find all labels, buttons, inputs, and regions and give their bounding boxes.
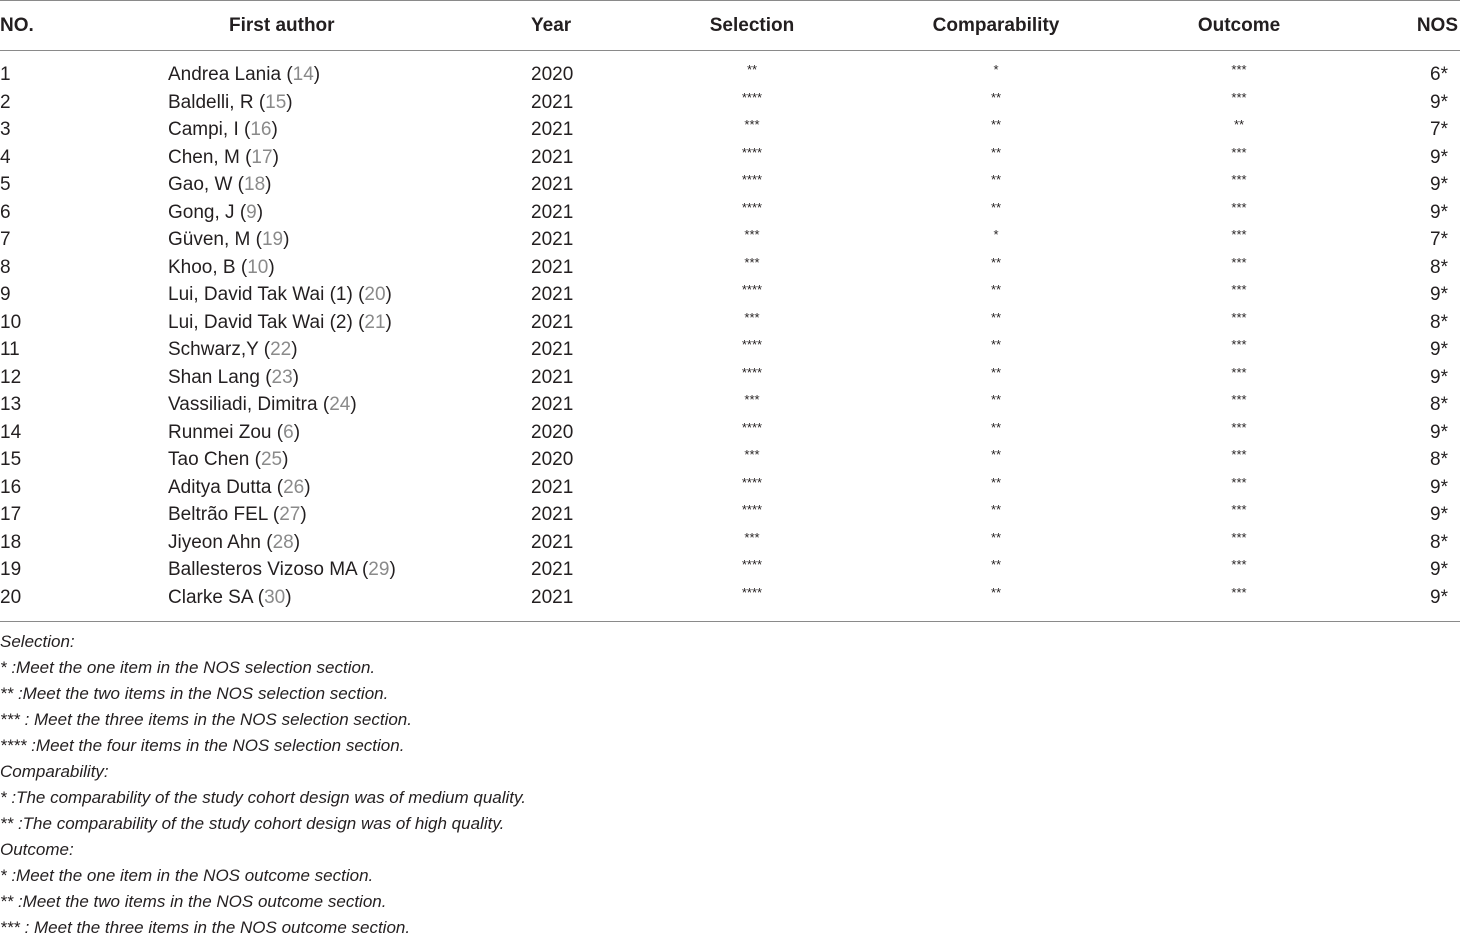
cell-nos: 9* xyxy=(1430,366,1448,388)
cell-comparability: ** xyxy=(990,557,1002,572)
cell-no: 8 xyxy=(0,256,11,278)
cell-no: 19 xyxy=(0,559,22,580)
table-row xyxy=(0,421,1460,448)
reference-link[interactable]: 24 xyxy=(329,394,351,415)
cell-comparability: ** xyxy=(990,529,1002,545)
cell-selection: *** xyxy=(744,227,760,242)
table-row xyxy=(0,558,1460,585)
header-comparability: Comparability xyxy=(932,15,1060,36)
cell-nos: 9* xyxy=(1430,586,1448,608)
cell-comparability: ** xyxy=(990,364,1002,380)
reference-link[interactable]: 19 xyxy=(261,229,284,250)
cell-selection: **** xyxy=(741,419,763,435)
footnote-line: Comparability: xyxy=(0,762,109,781)
cell-comparability: ** xyxy=(990,282,1002,297)
cell-selection: **** xyxy=(741,199,763,215)
cell-year: 2021 xyxy=(531,119,574,140)
cell-outcome: *** xyxy=(1231,89,1247,105)
footnote-line: * :Meet the one item in the NOS selection section. xyxy=(0,658,376,677)
table-row xyxy=(0,448,1460,475)
cell-year: 2020 xyxy=(531,64,574,85)
cell-first-author: Lui, David Tak Wai (2) (21) xyxy=(168,311,392,333)
table-row xyxy=(0,311,1460,338)
cell-nos: 9* xyxy=(1430,174,1448,195)
author-name: Lui, David Tak Wai (2) xyxy=(168,311,353,333)
cell-comparability: ** xyxy=(990,117,1002,132)
cell-outcome: ** xyxy=(1233,117,1245,132)
cell-selection: **** xyxy=(741,474,763,490)
cell-no: 4 xyxy=(0,146,11,168)
table-row xyxy=(0,393,1460,420)
cell-selection: *** xyxy=(744,392,760,407)
cell-outcome: *** xyxy=(1231,282,1247,297)
reference-link[interactable]: 22 xyxy=(270,339,292,360)
cell-comparability: ** xyxy=(990,254,1002,270)
cell-outcome: *** xyxy=(1231,144,1247,160)
footnote-line: ** :Meet the two items in the NOS outcome section. xyxy=(0,892,387,911)
cell-year: 2021 xyxy=(531,586,574,608)
cell-selection: *** xyxy=(744,254,760,270)
cell-comparability: ** xyxy=(990,172,1002,187)
cell-nos: 9* xyxy=(1430,284,1448,305)
cell-comparability: ** xyxy=(990,392,1002,407)
author-name: Ballesteros Vizoso MA xyxy=(168,559,357,580)
cell-outcome: *** xyxy=(1231,62,1247,77)
table-row xyxy=(0,118,1460,145)
cell-comparability: ** xyxy=(990,199,1002,215)
reference-link[interactable]: 14 xyxy=(292,64,314,85)
cell-first-author: Güven, M (19) xyxy=(168,229,290,250)
cell-selection: **** xyxy=(741,557,763,572)
cell-no: 18 xyxy=(0,531,22,553)
cell-first-author: Khoo, B (10) xyxy=(168,256,275,278)
cell-year: 2021 xyxy=(531,339,574,360)
cell-first-author: Schwarz,Y (22) xyxy=(168,339,298,360)
cell-outcome: *** xyxy=(1231,199,1247,215)
cell-no: 3 xyxy=(0,119,11,140)
footnote-line: ** :The comparability of the study cohort design was of high quality. xyxy=(0,814,505,833)
reference-link[interactable]: 28 xyxy=(272,531,294,553)
cell-year: 2021 xyxy=(531,366,574,388)
footnote-line: *** : Meet the three items in the NOS outcome section. xyxy=(0,918,411,937)
cell-first-author: Jiyeon Ahn (28) xyxy=(168,531,301,553)
cell-first-author: Aditya Dutta (26) xyxy=(168,476,311,498)
footnote-line: **** :Meet the four items in the NOS selection section. xyxy=(0,736,405,755)
author-name: Lui, David Tak Wai (1) xyxy=(168,284,353,305)
footnote-line: * :Meet the one item in the NOS outcome section. xyxy=(0,866,374,885)
cell-selection: **** xyxy=(741,337,763,352)
table-row xyxy=(0,503,1460,530)
cell-nos: 7* xyxy=(1430,229,1448,250)
author-name: Chen, M xyxy=(168,146,240,168)
table-row xyxy=(0,146,1460,173)
cell-year: 2021 xyxy=(531,394,574,415)
author-name: Campi, I xyxy=(168,119,239,140)
cell-selection: **** xyxy=(741,282,763,297)
author-name: Shan Lang xyxy=(168,366,260,388)
author-name: Gong, J xyxy=(168,201,235,223)
cell-comparability: ** xyxy=(990,337,1002,352)
cell-outcome: *** xyxy=(1231,474,1247,490)
cell-year: 2021 xyxy=(531,531,574,553)
cell-outcome: *** xyxy=(1231,447,1247,462)
header-nos: NOS xyxy=(1416,15,1458,36)
cell-year: 2021 xyxy=(531,201,574,223)
reference-link[interactable]: 26 xyxy=(283,476,305,498)
cell-year: 2021 xyxy=(531,559,574,580)
cell-year: 2020 xyxy=(531,449,574,470)
cell-outcome: *** xyxy=(1231,227,1247,242)
cell-outcome: *** xyxy=(1231,254,1247,270)
author-name: Vassiliadi, Dimitra xyxy=(168,394,318,415)
cell-no: 10 xyxy=(0,311,22,333)
table-row xyxy=(0,173,1460,200)
cell-no: 11 xyxy=(0,339,20,360)
reference-link[interactable]: 25 xyxy=(260,449,283,470)
table-row xyxy=(0,338,1460,365)
cell-nos: 8* xyxy=(1430,394,1448,415)
reference-link[interactable]: 16 xyxy=(250,119,272,140)
cell-first-author: Gao, W (18) xyxy=(168,174,272,195)
cell-outcome: *** xyxy=(1231,364,1247,380)
cell-nos: 6* xyxy=(1430,64,1448,85)
author-name: Runmei Zou xyxy=(168,421,272,443)
cell-outcome: *** xyxy=(1231,309,1247,325)
cell-selection: **** xyxy=(741,144,763,160)
reference-link[interactable]: 20 xyxy=(364,284,386,305)
cell-comparability: ** xyxy=(990,419,1002,435)
cell-comparability: * xyxy=(993,227,999,242)
reference-link[interactable]: 15 xyxy=(265,91,287,113)
cell-selection: **** xyxy=(741,502,763,517)
table-row xyxy=(0,91,1460,118)
cell-no: 7 xyxy=(0,229,11,250)
cell-year: 2021 xyxy=(531,256,574,278)
cell-outcome: *** xyxy=(1231,392,1247,407)
footnote-line: ** :Meet the two items in the NOS selection section. xyxy=(0,684,389,703)
cell-no: 15 xyxy=(0,449,22,470)
reference-link[interactable]: 6 xyxy=(283,421,294,443)
cell-selection: ** xyxy=(746,62,758,77)
footnote-line: * :The comparability of the study cohort design was of medium quality. xyxy=(0,788,526,807)
footnote-line: Outcome: xyxy=(0,840,74,859)
cell-comparability: ** xyxy=(990,474,1002,490)
cell-selection: **** xyxy=(741,364,763,380)
cell-nos: 9* xyxy=(1430,146,1448,168)
cell-comparability: ** xyxy=(990,447,1002,462)
header-year: Year xyxy=(531,15,572,36)
cell-year: 2021 xyxy=(531,174,574,195)
author-name: Khoo, B xyxy=(168,256,236,278)
cell-selection: *** xyxy=(744,529,760,545)
cell-comparability: ** xyxy=(990,89,1002,105)
author-name: Aditya Dutta xyxy=(168,476,272,498)
reference-link[interactable]: 9 xyxy=(246,201,257,223)
reference-link[interactable]: 27 xyxy=(279,504,301,525)
cell-first-author: Campi, I (16) xyxy=(168,119,278,140)
header-outcome: Outcome xyxy=(1197,15,1281,36)
cell-nos: 8* xyxy=(1430,311,1448,333)
table-row xyxy=(0,201,1460,228)
cell-nos: 9* xyxy=(1430,476,1448,498)
cell-selection: *** xyxy=(744,309,760,325)
cell-no: 6 xyxy=(0,201,11,223)
cell-nos: 9* xyxy=(1430,339,1448,360)
cell-no: 9 xyxy=(0,284,11,305)
table-row xyxy=(0,256,1460,283)
cell-outcome: *** xyxy=(1231,419,1247,435)
reference-link[interactable]: 29 xyxy=(368,559,390,580)
cell-nos: 9* xyxy=(1430,201,1448,223)
cell-outcome: *** xyxy=(1231,502,1247,517)
cell-no: 5 xyxy=(0,174,11,195)
author-name: Andrea Lania xyxy=(168,64,282,85)
cell-nos: 8* xyxy=(1430,256,1448,278)
reference-link[interactable]: 17 xyxy=(251,146,273,168)
cell-first-author: Chen, M (17) xyxy=(168,146,279,168)
cell-comparability: ** xyxy=(990,584,1002,600)
author-name: Beltrão FEL xyxy=(168,504,268,525)
cell-first-author: Vassiliadi, Dimitra (24) xyxy=(168,394,357,415)
footnote-line: Selection: xyxy=(0,632,75,651)
cell-year: 2021 xyxy=(531,311,574,333)
cell-outcome: *** xyxy=(1231,529,1247,545)
cell-year: 2021 xyxy=(531,229,574,250)
table-row xyxy=(0,63,1460,90)
cell-year: 2021 xyxy=(531,476,574,498)
cell-outcome: *** xyxy=(1231,337,1247,352)
cell-first-author: Clarke SA (30) xyxy=(168,586,292,608)
cell-outcome: *** xyxy=(1231,172,1247,187)
cell-year: 2021 xyxy=(531,146,574,168)
cell-first-author: Ballesteros Vizoso MA (29) xyxy=(168,559,396,580)
cell-year: 2021 xyxy=(531,91,574,113)
cell-nos: 8* xyxy=(1430,531,1448,553)
reference-link[interactable]: 10 xyxy=(247,256,269,278)
author-name: Clarke SA xyxy=(168,586,253,608)
table-row xyxy=(0,228,1460,255)
cell-first-author: Andrea Lania (14) xyxy=(168,64,321,85)
cell-nos: 9* xyxy=(1430,91,1448,113)
cell-no: 13 xyxy=(0,394,22,415)
cell-nos: 8* xyxy=(1430,449,1448,470)
author-name: Güven, M xyxy=(168,229,251,250)
author-name: Gao, W xyxy=(168,174,233,195)
reference-link[interactable]: 30 xyxy=(264,586,286,608)
cell-outcome: *** xyxy=(1231,557,1247,572)
author-name: Jiyeon Ahn xyxy=(168,531,261,553)
cell-no: 17 xyxy=(0,504,22,525)
cell-first-author: Beltrão FEL (27) xyxy=(168,504,307,525)
cell-no: 14 xyxy=(0,421,22,443)
table-row xyxy=(0,531,1460,558)
table-row xyxy=(0,366,1460,393)
cell-first-author: Runmei Zou (6) xyxy=(168,421,301,443)
cell-nos: 9* xyxy=(1430,559,1448,580)
cell-outcome: *** xyxy=(1231,584,1247,600)
table-row xyxy=(0,586,1460,613)
cell-first-author: Gong, J (9) xyxy=(168,201,264,223)
table-footnotes xyxy=(0,630,1460,942)
header-first-author: First author xyxy=(229,15,335,36)
cell-year: 2021 xyxy=(531,504,574,525)
cell-no: 20 xyxy=(0,586,22,608)
cell-no: 1 xyxy=(0,64,11,85)
cell-comparability: ** xyxy=(990,309,1002,325)
cell-comparability: ** xyxy=(990,502,1002,517)
cell-year: 2020 xyxy=(531,421,574,443)
cell-no: 2 xyxy=(0,91,11,113)
cell-selection: *** xyxy=(744,447,760,462)
reference-link[interactable]: 23 xyxy=(271,366,293,388)
cell-nos: 9* xyxy=(1430,421,1448,443)
cell-selection: *** xyxy=(744,117,760,132)
table-top-rule xyxy=(0,0,1460,1)
cell-nos: 9* xyxy=(1430,504,1448,525)
cell-first-author: Shan Lang (23) xyxy=(168,366,299,388)
reference-link[interactable]: 21 xyxy=(364,311,386,333)
table-bottom-rule xyxy=(0,621,1460,622)
cell-no: 12 xyxy=(0,366,22,388)
cell-selection: **** xyxy=(741,172,763,187)
footnote-line: *** : Meet the three items in the NOS selection section. xyxy=(0,710,412,729)
header-bottom-rule xyxy=(0,50,1460,51)
cell-nos: 7* xyxy=(1430,119,1448,140)
reference-link[interactable]: 18 xyxy=(244,174,266,195)
cell-first-author: Tao Chen (25) xyxy=(168,449,289,470)
author-name: Baldelli, R xyxy=(168,91,254,113)
cell-first-author: Baldelli, R (15) xyxy=(168,91,293,113)
cell-first-author: Lui, David Tak Wai (1) (20) xyxy=(168,284,392,305)
cell-comparability: * xyxy=(993,62,999,77)
table-row xyxy=(0,476,1460,503)
author-name: Tao Chen xyxy=(168,449,250,470)
cell-comparability: ** xyxy=(990,144,1002,160)
header-no: NO. xyxy=(0,15,34,36)
cell-no: 16 xyxy=(0,476,22,498)
author-name: Schwarz,Y xyxy=(168,339,259,360)
table-row xyxy=(0,283,1460,310)
header-selection: Selection xyxy=(709,15,795,36)
cell-year: 2021 xyxy=(531,284,574,305)
cell-selection: **** xyxy=(741,584,763,600)
cell-selection: **** xyxy=(741,89,763,105)
